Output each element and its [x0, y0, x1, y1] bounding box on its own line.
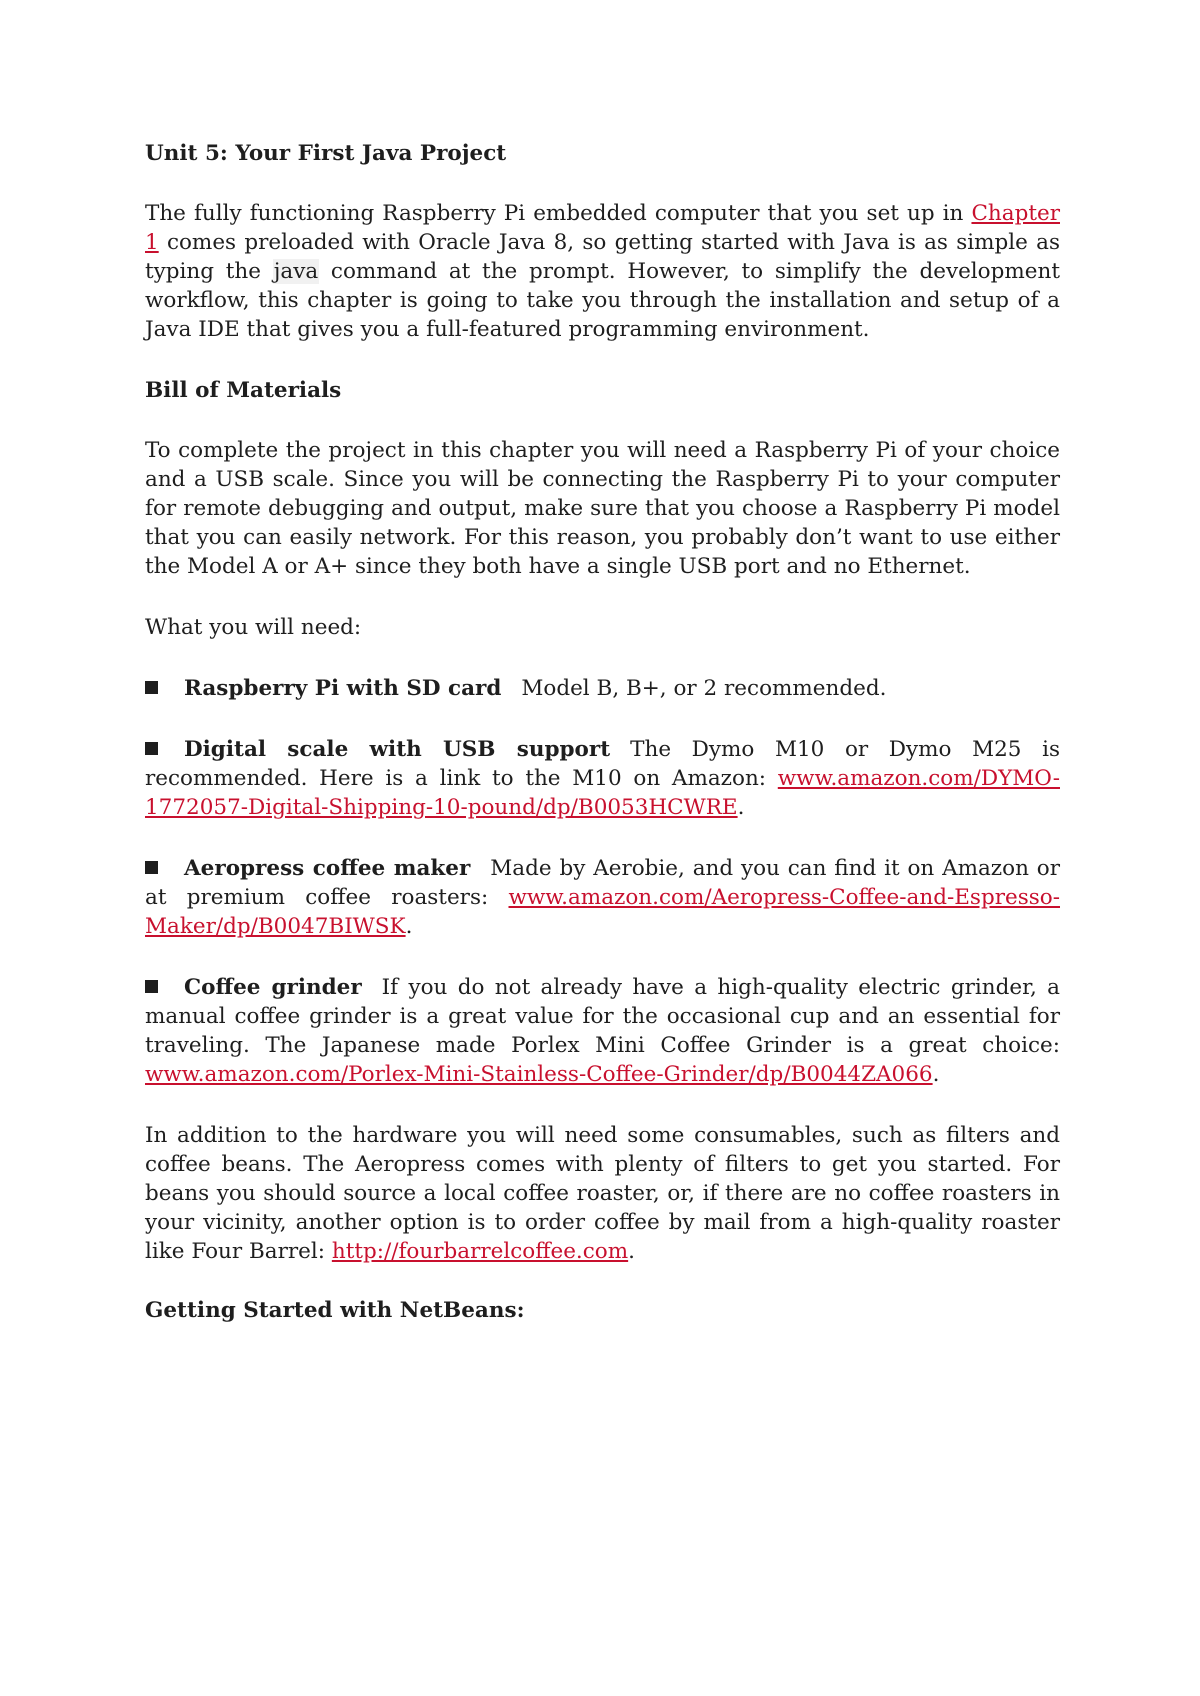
list-item-raspberry-pi — [145, 674, 1060, 703]
item-text: Made by Aerobie, and you can find it on Amazon or at premium coffee roasters: — [145, 856, 1060, 910]
square-bullet-icon — [145, 742, 158, 755]
item-text-end: . — [737, 795, 745, 820]
page-title: Unit 5: Your First Java Project — [145, 141, 507, 166]
item-text-end: . — [405, 914, 413, 939]
consumables-text: In addition to the hardware you will need some consumables, such as filters and coffee beans. The Aeropress comes with plenty of filters to get you started. For beans you should source a local coffee roaster, or, if there are no coffee roasters in your vicinity, another option is to order coffee by mail from a high-quality roaster like Four Barrel: — [145, 1123, 1060, 1264]
item-text-end: . — [932, 1062, 940, 1087]
item-title: Aeropress coffee maker — [184, 856, 471, 881]
consumables-text-end: . — [628, 1239, 635, 1264]
square-bullet-icon — [145, 681, 158, 694]
java-command-code: java — [273, 259, 319, 284]
four-barrel-link[interactable]: http://fourbarrelcoffee.com — [331, 1239, 629, 1264]
square-bullet-icon — [145, 861, 158, 874]
intro-paragraph — [145, 199, 1060, 344]
intro-text-mid: comes preloaded with Oracle Java 8, so getting started with Java is as simple as typing the — [145, 230, 1060, 284]
square-bullet-icon — [145, 980, 158, 993]
item-title: Digital scale with USB support — [184, 737, 611, 762]
intro-text-start: The fully functioning Raspberry Pi embedded computer that you set up in — [145, 201, 972, 226]
bill-of-materials-heading: Bill of Materials — [145, 378, 342, 403]
bom-paragraph: To complete the project in this chapter you will need a Raspberry Pi of your choice and a USB scale. Since you will be connecting the Raspberry Pi to your computer for remote debugging and output, make sure that you choose a Raspberry Pi model that you can easily network. For this reason, you probably don’t want to use either the Model A or A+ since they both have a single USB port and no Ethernet. — [145, 438, 1060, 579]
consumables-paragraph — [145, 1121, 1060, 1266]
what-you-need-label: What you will need: — [145, 615, 362, 640]
item-text: Model B, B+, or 2 recommended. — [521, 676, 887, 701]
porlex-amazon-link[interactable]: www.amazon.com/Porlex-Mini-Stainless-Coffee-Grinder/dp/B0044ZA066 — [145, 1062, 933, 1087]
item-title: Coffee grinder — [184, 975, 362, 1000]
item-text: The Dymo M10 or Dymo M25 is recommended. Here is a link to the M10 on Amazon: — [145, 737, 1060, 791]
list-item-aeropress — [145, 854, 1060, 941]
intro-text-end: command at the prompt. However, to simplify the development workflow, this chapter is going to take you through the installation and setup of a Java IDE that gives you a full-featured programming environment. — [145, 259, 1060, 342]
list-item-digital-scale — [145, 735, 1060, 822]
netbeans-heading: Getting Started with NetBeans: — [145, 1298, 525, 1323]
document-page — [145, 139, 1060, 1356]
item-text: If you do not already have a high-quality electric grinder, a manual coffee grinder is a great value for the occasional cup and an essential for traveling. The Japanese made Porlex Mini Coffee Grinder is a great choice: — [145, 975, 1060, 1058]
chapter-1-link[interactable]: Chapter 1 — [145, 201, 1060, 255]
aeropress-amazon-link[interactable]: www.amazon.com/Aeropress-Coffee-and-Espresso-Maker/dp/B0047BIWSK — [145, 885, 1060, 939]
dymo-amazon-link[interactable]: www.amazon.com/DYMO-1772057-Digital-Shipping-10-pound/dp/B0053HCWRE — [145, 766, 1060, 820]
list-item-coffee-grinder — [145, 973, 1060, 1089]
item-title: Raspberry Pi with SD card — [184, 676, 502, 701]
